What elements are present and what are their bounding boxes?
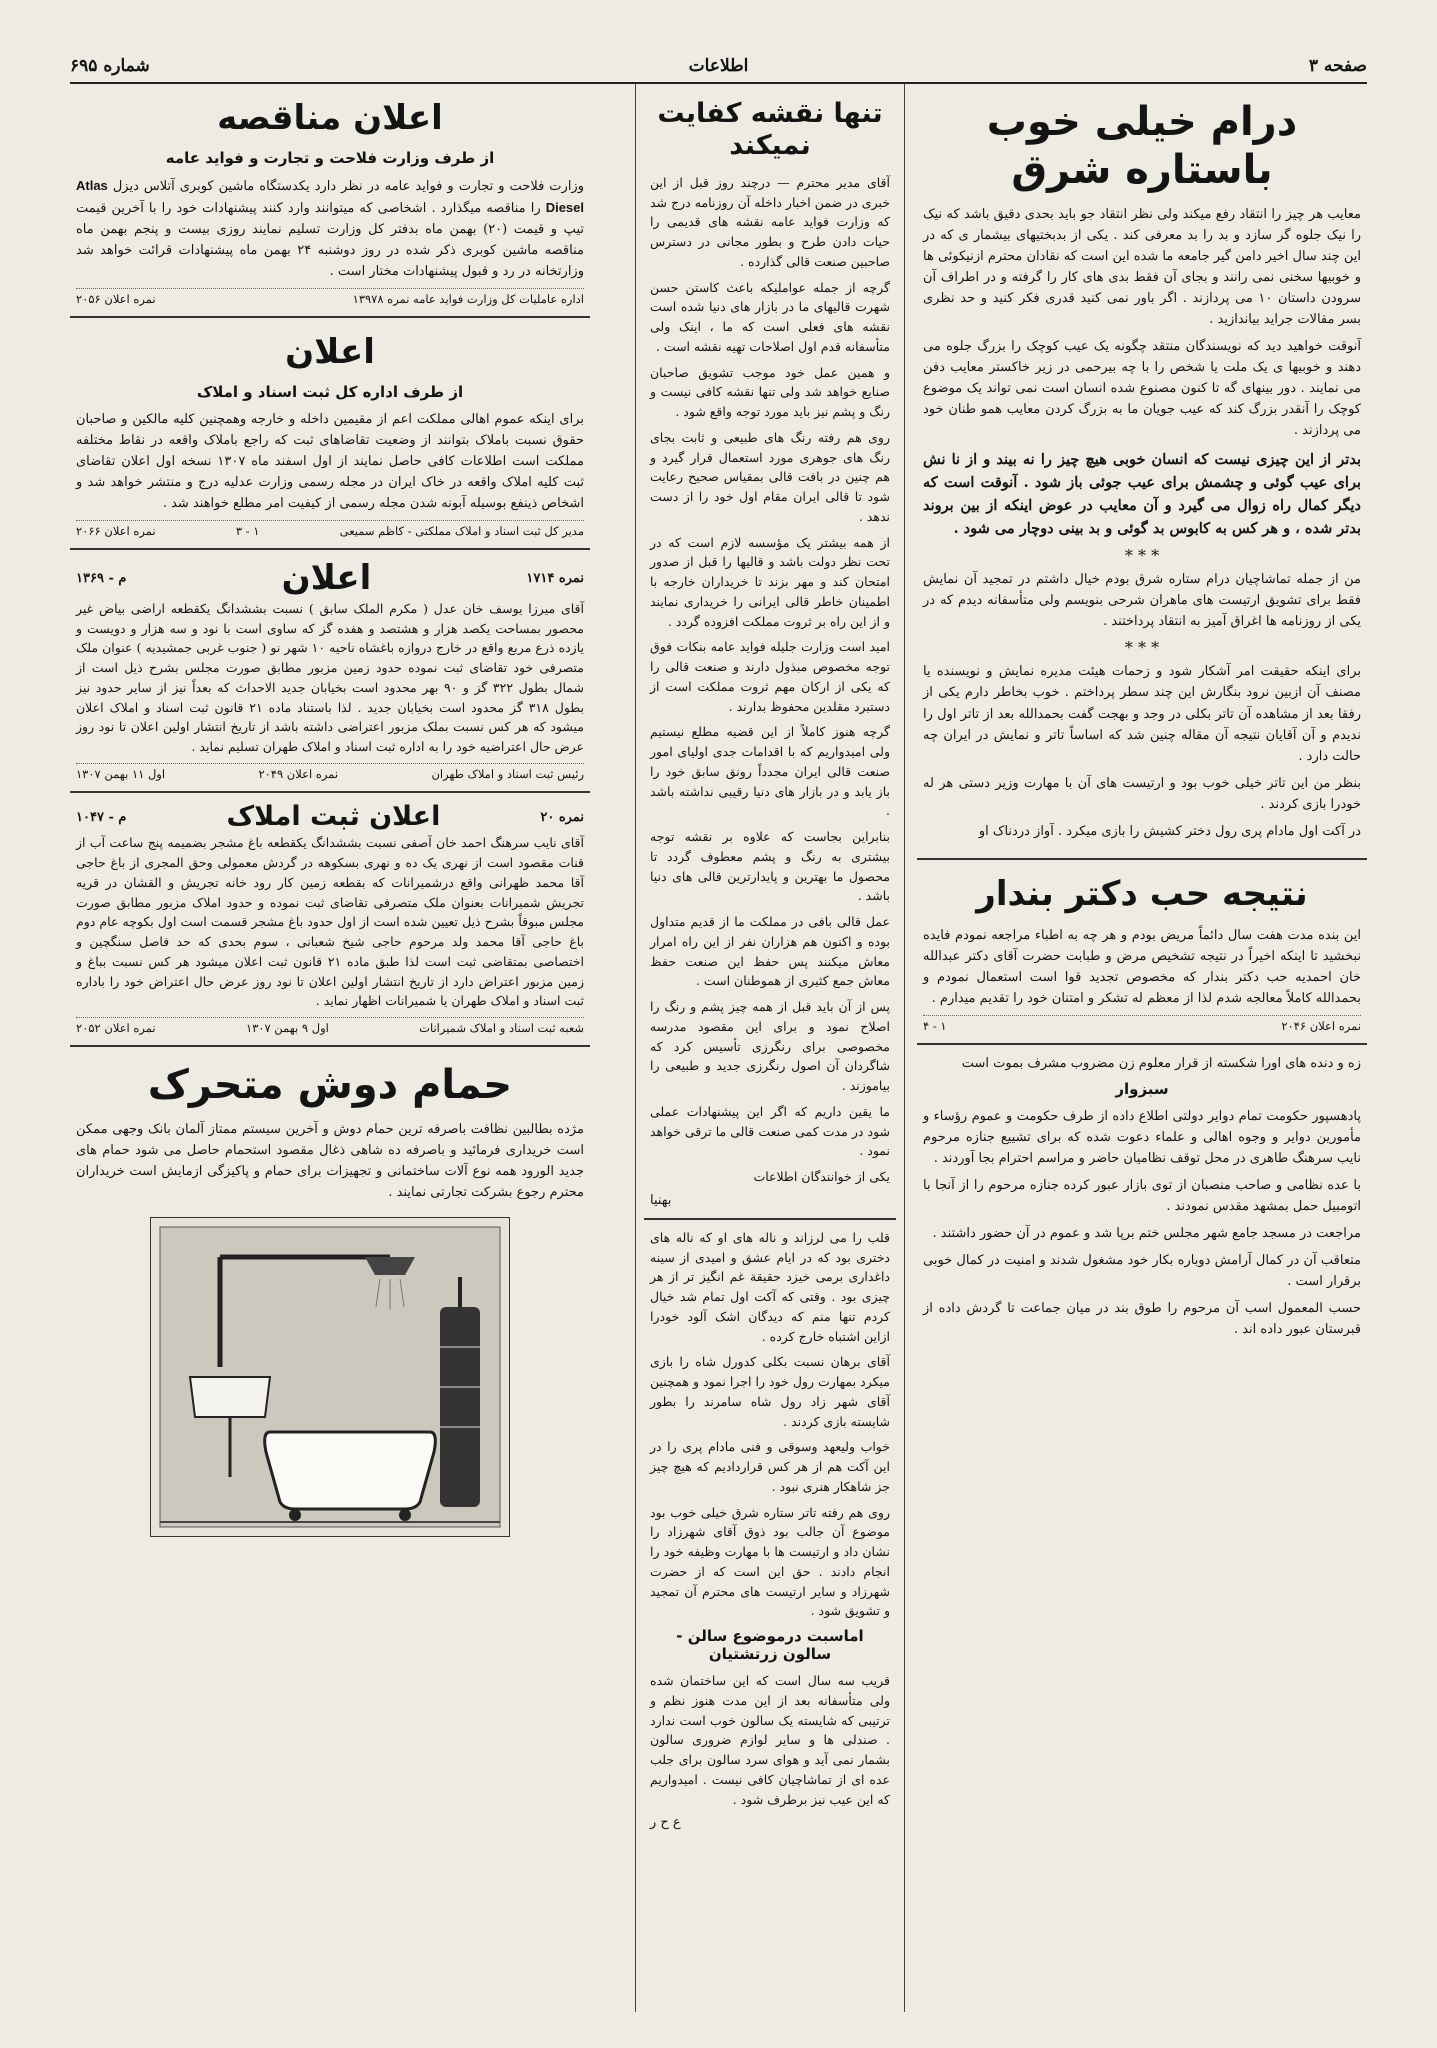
page-header xyxy=(70,48,1367,84)
bathtub-shower-illustration xyxy=(150,1217,510,1537)
notice-1714-footer-right: رئیس ثبت اسناد و املاک طهران xyxy=(431,766,584,781)
drama-paragraph: در آکت اول مادام پری رول دختر کشیش را بازی میکرد . آواز دردناک او xyxy=(978,823,1361,839)
notice-20 xyxy=(70,793,590,1047)
notice-1714-footer xyxy=(76,763,584,781)
section-stars: * * * xyxy=(1124,546,1160,566)
notice-20-footer-left: نمره اعلان ۲۰۵۲ xyxy=(76,1021,156,1035)
theater-paragraph: قلب را می لرزاند و ناله های او که ناله های دختری بود که در ایام عشق و امیدی از سینه داغداری برمی خیزد حقیقة غم انگیز تر از هر چیزی بود . وقتی که آکت اول تمام شد خیال کردم تنها منم که دیدگان اشک آلود خودرا ازاین اشتباه خارج کرده . xyxy=(650,1229,890,1344)
middle-column xyxy=(635,84,905,2012)
news-paragraph: با عده نظامی و صاحب منصبان از توی بازار عبور کرده جنازه مرحوم را از آنجا با اتومبیل حمل بمشهد مقدس نمودند . xyxy=(923,1177,1361,1214)
pills-text: این بنده مدت هفت سال دائماً مریض بودم و هر چه به اطباء مراجعه نمودم فایده نبخشید تا اینکه اخیراً در نتیجه تشخیص مرض و طبابت حضرت آقای دکتر عبدالله خان احمدیه حب دکتر بندار که مخصوص تجدید قوا است استعمال نمودم و بحمدالله کاملاً معالجه شدم لذا از معظم له تشکر و امتنان خود را تقدیم میدارم . xyxy=(923,927,1361,1006)
carpet-title: تنها نقشه کفایت نمیکند xyxy=(657,98,883,162)
carpet-paragraph: آقای مدیر محترم — درچند روز قبل از این خبری در ضمن اخبار داخله آن روزنامه درج شد که وزارت فواید عامه نقشه های قدیمی را حیات دادن طرح و بطور مجانی در دسترس صاحبین صنعت قالی گذارده . xyxy=(650,174,890,269)
theater-initials: ع ح ر xyxy=(650,1815,681,1831)
theater-continued xyxy=(644,1220,896,1841)
shower-ad xyxy=(70,1047,590,1547)
carpet-paragraph: پس از آن باید قبل از همه چیز پشم و رنگ را اصلاح نمود و برای این مقصود مدرسه مخصوصی برای رنگرزی تأسیس کرد که شاگردان آن اصول رنگرزی جدید و طبیعی را بیاموزند . xyxy=(650,999,890,1094)
notice-1714-footer-mid: نمره اعلان ۲۰۴۹ xyxy=(258,766,339,781)
news-paragraph: حسب المعمول اسب آن مرحوم را طوق بند در میان جماعت تا گردش داده از قبرستان عبور داده اند . xyxy=(923,1301,1361,1338)
drama-paragraph: معایب هر چیز را انتقاد رفع میکند ولی نظر انتقاد جو باید بحدی دقیق باشد که نیک را نیک جلوه گر سازد و بد را بد معرفی کند . یکی از بدبختیهای بیشمار ی که در این چند سال اخیر دامن گیر جامعه ما شده این است که نقادان محترم ازنیکوئی ها و خوبیها سخنی نمی رانند و بجای آن فقط بدی های کار را گرفته و در اطراف آن سرودن داستان ۱۰ می پردازند . اگر باور نمی کنید قدری فکر کنید و حد نظری بسر مقالات جراید بیاندازید . xyxy=(923,207,1361,328)
pills-ad xyxy=(917,860,1367,1045)
page-number: صفحه ۳ xyxy=(1308,56,1367,76)
notice-1714 xyxy=(70,550,590,793)
notice-20-footer-right: شعبه ثبت اسناد و املاک شمیرانات xyxy=(419,1021,584,1035)
news-paragraph: مراجعت در مسجد جامع شهر مجلس ختم برپا شد و عموم در آن حضور داشتند . xyxy=(932,1226,1361,1242)
carpet-paragraph: روی هم رفته رنگ های طبیعی و ثابت بجای رنگ های جوهری مورد استعمال قرار گیرد و هم چنین در بافت قالی بمقیاس صحیح رعایت شود تا قالی ایران مقام اول خود را از دست ندهد . xyxy=(650,429,890,524)
tender-footer-left: نمره اعلان ۲۰۵۶ xyxy=(76,292,156,307)
pills-footer xyxy=(923,1015,1361,1033)
theater-paragraph: روی هم رفته تاتر ستاره شرق خیلی خوب بود موضوع آن جالب بود ذوق آقای شهرزاد را نشان داد و ارتیست ها با مهارت وظیفه خود را انجام دادند . حق این است که از حضرت شهرزاد و سایر ارتیست های محترم آن تمجید و تشویق شود . xyxy=(650,1504,890,1619)
notice-1714-date: م - ۱۳۶۹ xyxy=(76,570,127,586)
carpet-article xyxy=(644,84,896,1220)
deeds-footer-right: مدیر کل ثبت اسناد و املاک مملکتی - کاظم سمیعی xyxy=(339,524,584,539)
pills-number: نمره اعلان ۲۰۴۶ xyxy=(1281,1018,1361,1033)
news-paragraph: پادهسپور حکومت تمام دوایر دولتی اطلاع داده از طرف حکومت و عموم رؤساء و مأمورین دوایر و وجوه اهالی و علماء دعوت شده که برای تشییع جنازه مرحوم نایب سرهنگ طاهری در محل توقف نظامیان حاضر و مراسم احترام بجا آوردند . xyxy=(923,1108,1361,1166)
drama-paragraph: برای اینکه حقیقت امر آشکار شود و زحمات هیئت مدیره نمایش و نویسنده یا مصنف آن ازبین نرود بنگارش این چند سطر پرداختم . خوب بخاطر دارم یکی از رفقا بعد از مشاهده آن تاتر بکلی در وجد و بهجت گفت بحمدالله بعد از تاتر اول را ندیدم و آن آقایان نتیجه آن مقاله چنین شد که اساساً تاتر و نمایش در ایران چه حالت دارد . xyxy=(923,664,1361,764)
deeds-footer-left: نمره اعلان ۲۰۶۶ xyxy=(76,524,156,539)
tender-subtitle: از طرف وزارت فلاحت و تجارت و فواید عامه xyxy=(165,148,495,167)
pills-title: نتیجه حب دکتر بندار xyxy=(976,873,1308,914)
pills-dates: ۱ - ۴ xyxy=(923,1018,947,1033)
shower-title: حمام دوش متحرک xyxy=(147,1062,513,1108)
deeds-ad xyxy=(70,318,590,550)
notice-1714-head xyxy=(76,558,584,599)
notice-20-footer-mid: اول ۹ بهمن ۱۳۰۷ xyxy=(245,1021,329,1035)
tender-text-after: را مناقصه میگذارد . اشخاصی که میتوانند وارد کنند پیشنهادات خود را با آخرین قیمت تیپ و قیمت (۲۰) بهمن ماه بدفتر کل وزارت تسلیم نمایند روزی بیست و پنجم بهمن ماه مناقصه ماشین کوبری ذکر شده در روز دوشنبه ۲۴ بهمن ماه پیشنهادات قرائت خواهد شد وزارتخانه در رد و قبول پیشنهادات مختار است . xyxy=(76,200,584,279)
notice-20-number: نمره ۲۰ xyxy=(540,809,584,825)
carpet-paragraph: امید است وزارت جلیله فواید عامه بنکات فوق توجه مخصوص مبذول دارند و صنعت قالی را که یکی از ارکان مهم ثروت مملکت است از دستبرد مقلدین محفوظ بدارند . xyxy=(650,639,890,714)
deeds-footer xyxy=(76,520,584,538)
carpet-paragraph: عمل قالی بافی در مملکت ما از قدیم متداول بوده و اکنون هم هزاران نفر از این راه امرار معاش میکنند پس حفظ این صنعت حفظ معاش جمع کثیری از هموطنان است . xyxy=(650,914,890,989)
drama-paragraph: من از جمله تماشاچیان درام ستاره شرق بودم خیال داشتم در تمجید آن نمایش فقط برای تشویق ارتیست های ماهران شرحی بنویسم ولی متأسفانه دیدم که در یکی از روزنامه ها اغراق آمیز به انتقاد پرداختند . xyxy=(923,572,1361,630)
carpet-paragraph: یکی از خوانندگان اطلاعات xyxy=(753,1169,890,1185)
notice-20-footer xyxy=(76,1017,584,1035)
tender-title: اعلان مناقصه xyxy=(217,98,443,138)
carpet-paragraph: بنابراین بجاست که علاوه بر نقشه توجه بیشتری به رنگ و پشم معطوف گردد تا محصول ما بهترین و پایدارترین قالی های دنیا باشد . xyxy=(650,829,890,904)
news-lead: زه و دنده های اورا شکسته از قرار معلوم زن مضروب مشرف بموت است xyxy=(961,1055,1361,1071)
tender-latin: Atlas Diesel xyxy=(76,177,584,215)
notice-1714-title: اعلان xyxy=(281,558,372,599)
drama-title: درام خیلی خوب باستاره شرق xyxy=(986,99,1298,193)
theater-paragraph: خواب ولیعهد وسوقی و فنی مادام پری را در این آکت هم از هر کس قراردادیم که هیچ چیز جز شاهکار هنری نبود . xyxy=(650,1439,890,1494)
notice-20-date: م - ۱۰۴۷ xyxy=(76,809,127,825)
tender-ad xyxy=(70,84,590,318)
issue-number: شماره ۶۹۵ xyxy=(70,56,150,76)
carpet-paragraph: ما یقین داریم که اگر این پیشنهادات عملی شود در مدت کمی صنعت قالی ما ترقی خواهد نمود . xyxy=(650,1103,890,1159)
theater-paragraph: آقای برهان نسبت بکلی کدورل شاه را بازی میکرد بمهارت رول خود را اجرا نمود و همچنین آقای شهر زاد رول شاه سامرند را بطور شایسته بازی کردند . xyxy=(650,1354,890,1429)
notice-1714-number: نمره ۱۷۱۴ xyxy=(526,570,584,586)
carpet-paragraph: از همه بیشتر یک مؤسسه لازم است که در تحت نظر دولت باشد و قالیها را قبل از صدور امتحان کند و مهر بزند تا خریداران خارجه با اطمینان خاطر قالی ایرانی را خریداری نمایند و از این راه بر ثروت مملکت افزوده گردد . xyxy=(650,534,890,629)
deeds-subtitle: از طرف اداره کل ثبت اسناد و املاک xyxy=(196,382,464,401)
carpet-signature: بهنیا xyxy=(650,1192,672,1208)
right-column xyxy=(917,84,1367,2012)
notice-20-text: آقای نایب سرهنگ احمد خان آصفی نسبت بششدانگ یکقطعه باغ مشجر بضمیمه پنج ساعت آب از قنات مقصود است از نهری یک ده و نهری بسکوهه در گردش معمولی وحق المجری از باغ حاجی آقا محمد ظهرانی واقع درشمیرانات که بقطعه زمین کار رود خانه تجریش و القشان در قریه تجریش شمیرانات بعنوان ملک متصرفی تقاضای ثبت نموده و حدود املاک مزبور مطابق صورت مجلس مبوقاً بشرح ذیل تعیین شده است از اول حدود باغ مشجر قسمت است اول بکوچه عام دوم باغ حاجی آقا محمد ولد مرحوم حاجی شیخ شعبانی ، سوم بحدی که حد فاصل سنگچین و اختصاصی بمتقاضی ثبت است لذا طبق ماده ۲۱ قانون ثبت اعلان میشود هر کس نسبت بباغ و زمین مزبور اعتراض دارد از تاریخ انتشار اولین اعلان تا نود روز عرض حال اعتراض خود را باداره ثبت اسناد و املاک طهران یا شمیرانات اظهار نماید . xyxy=(76,835,584,1009)
carpet-paragraph: گرچه از جمله عواملیکه باعث کاستن حسن شهرت قالیهای ما در بازار های دنیا شده است نقشه های فعلی است که ما ، اینک ولی متأسفانه قدم اول اصلاحات تهیه نقشه است . xyxy=(650,279,890,354)
carpet-paragraph: گرچه هنوز کاملاً از این قضیه مطلع نیستیم ولی امیدواریم که با اقدامات جدی اولیای امور صنعت قالی ایران مجدداً رونق سابق خود را باز یابد و در بازار های دنیا رقیبی نداشته باشد . xyxy=(650,724,890,819)
notice-20-head xyxy=(76,801,584,833)
shower-text: مژده بطالبین نظافت باصرفه ترین حمام دوش و آخرین سیستم ممتاز آلمان بانک وجهی ممکن است خریداری فرمائید و باصرفه ده شاهی ذغال مقصود استحمام حاصل می شود حمام های جدید الورود همه نوع آلات ساختمانی و تجهیزات برای حمام و پاکیزگی ازمایش است خریداران محترم رجوع بشرکت تجارتی نمایند . xyxy=(76,1122,584,1201)
salon-title: اماسبت درموضوع سالن - سالون زرتشتیان xyxy=(676,1627,864,1664)
drama-paragraph: آنوقت خواهید دید که نویسندگان منتقد چگونه یک عیب کوچک را بزرگ جلوه می دهند و خوبیها ی یک ملت یا شخص را با چه بیرحمی در زیر خاکستر معایب دفن می نمایند . دور بینهای گه تا کنون مصنوع شده انسان است نمی تواند یک موضوع کوچک را آنقدر بزرگ کند که عیب جویان ما به بزرگ کردن معایب همو طنان خود می پردازند . xyxy=(923,339,1361,439)
carpet-paragraph: و همین عمل خود موجب تشویق صاحبان صنایع خواهد شد ولی تنها نقشه کافی نیست و رنگ و پشم نیز باید مورد توجه واقع شود . xyxy=(650,364,890,420)
news-paragraph: متعاقب آن در کمال آرامش دوباره بکار خود مشغول شدند و امنیت در کمال خوبی برقرار است . xyxy=(923,1253,1361,1290)
drama-paragraph-bold: بدتر از این چیزی نیست که انسان خوبی هیچ چیز را نه بیند و از نا نش برای عیب گوئی و چشمش برای عیب جوئی باز شود . آنوقت است که دیگر کمال راه زوال می گیرد و آن معایب در عوض اینکه از بین بروند بدتر شده ، و هر کس به کابوس بد گوئی و بد بینی دوچار می شود . xyxy=(923,450,1361,538)
notice-20-title: اعلان ثبت املاک xyxy=(226,800,441,832)
notice-1714-footer-left: اول ۱۱ بهمن ۱۳۰۷ xyxy=(76,766,166,781)
sabzevar-news xyxy=(917,1045,1367,1357)
tender-footer xyxy=(76,288,584,306)
tender-text-before: وزارت فلاحت و تجارت و فواید عامه در نظر دارد یکدستگاه ماشین کوبری آتلاس دیزل xyxy=(112,178,584,194)
tender-footer-right: اداره عاملیات کل وزارت فواید عامه نمره ۱۳۹۷۸ xyxy=(352,292,584,307)
newspaper-name: اطلاعات xyxy=(688,56,749,76)
salon-text: قریب سه سال است که این ساختمان شده ولی متأسفانه بعد از این مدت هنوز نظم و ترتیبی که شایسته یک سالون خوب است ندارد . صندلی ها و سایر لوازم ضروری سالون بشمار نمی آید و هوای سرد سالون برای جلب عده ای از تماشاچیان کافی نیست . امیدواریم که این عیب نیز برطرف شود . xyxy=(650,1673,890,1807)
tender-text xyxy=(76,175,584,282)
left-column xyxy=(70,84,590,2012)
deeds-title: اعلان xyxy=(285,332,375,373)
drama-paragraph: بنظر من این تاتر خیلی خوب بود و ارتیست های آن با مهارت وزیر دستی هر له خودرا بازی کردند . xyxy=(923,775,1361,812)
deeds-text: برای اینکه عموم اهالی مملکت اعم از مقیمین داخله و خارجه وهمچنین کلیه مالکین و صاحبان حقوق نسبت باملاک بتوانند از وضعیت تقاضاهای ثبت که راجع باملاک واقعه در نقاط مختلفه مملکت است اطلاعات کافی حاصل نمایند از اول اسفند ماه ۱۳۰۷ نسخه اول اعلان تقاضای ثبت کلیه املاک واقعه در خاک ایران در مجله رسمی وزارت عدلیه درج و منتشر خواهد شد و اشخاص ذینفع بوسیله آبونه شدن مجله رسمی از کیفیت امر مطلع خواهند شد . xyxy=(76,411,584,512)
section-stars: * * * xyxy=(1124,638,1160,658)
deeds-footer-mid: ۱ - ۳ xyxy=(235,524,260,539)
notice-1714-text: آقای میرزا یوسف خان عدل ( مکرم الملک سابق ) نسبت بششدانگ یکقطعه اراضی بیاض غیر محصور بمساحت یکصد هزار و هشتصد و هفده گز که ساوی است با نود و سه هزار و دویست و یازده ذرع مربع واقع در خارج دروازه باغشاه ناحیه ۱۰ شهر نو ( جنوب غربی جمشیدیه ) عنوان ملک متصرفی خود تقاضای ثبت نموده حدود زمین مزبور مطابق صورت مجلس بشرح ذیل است از شمال بطول ۳۲۲ گز و ۹۰ بهر محدود است بخیابان جدید الاحداث که بعداً نیز از سایر حدود نیز بطول ۳۱۸ گز محدود است بخیابان جدید . لذا باستناد ماده ۲۱ قانون ثبت اسناد و املاک اعلان میشود که هر کس نسبت بملک مزبور اعتراضی داشته باشد از تاریخ انتشار اولین اعلان تا نود روز عرض حال اعتراضیه خود را به اداره ثبت اسناد و املاک طهران تسلیم نماید . xyxy=(76,600,585,755)
drama-article xyxy=(917,84,1367,860)
news-city: سبزوار xyxy=(1115,1079,1169,1098)
